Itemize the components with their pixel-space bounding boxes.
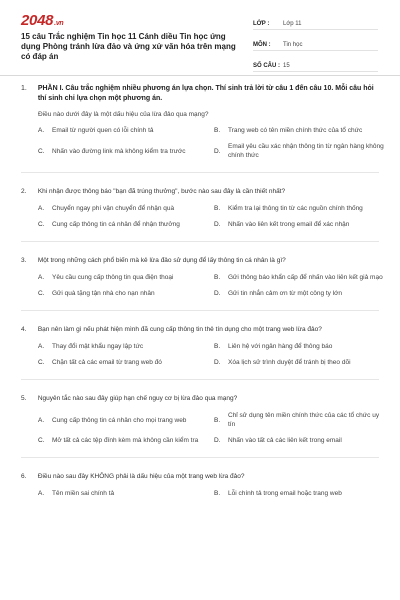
question-header bbox=[21, 325, 379, 334]
option-text: Tên miền sai chính tả bbox=[52, 490, 115, 497]
divider bbox=[21, 172, 379, 173]
option-letter: C. bbox=[38, 290, 45, 297]
answer-option-c[interactable] bbox=[38, 289, 210, 298]
question-number: 2. bbox=[21, 188, 27, 195]
question-6 bbox=[0, 472, 400, 498]
option-letter: C. bbox=[38, 221, 45, 228]
section-heading bbox=[0, 84, 400, 104]
option-text: Email yêu cầu xác nhận thông tin từ ngân hàng không chính thức bbox=[228, 143, 384, 159]
question-header bbox=[21, 187, 379, 196]
answer-option-b[interactable] bbox=[214, 273, 386, 282]
meta-count-label: SỐ CÂU : bbox=[253, 63, 280, 69]
option-letter: B. bbox=[214, 127, 221, 134]
option-letter: B. bbox=[214, 343, 221, 350]
question-5 bbox=[0, 394, 400, 445]
question-text: Nguyên tắc nào sau đây giúp hạn chế nguy cơ bị lừa đảo qua mạng? bbox=[37, 395, 238, 402]
logo-suffix: .vn bbox=[54, 20, 64, 27]
option-text: Nhấn vào liên kết trong email để xác nhận bbox=[228, 221, 350, 228]
option-letter: A. bbox=[38, 127, 45, 134]
option-letter: B. bbox=[214, 416, 221, 424]
option-text: Gửi thông báo khẩn cấp để nhấn vào liên kết giả mạo bbox=[228, 274, 383, 281]
option-text: Email từ người quen có lỗi chính tả bbox=[52, 127, 154, 134]
question-text: Một trong những cách phổ biến mà kẻ lừa đảo sử dụng để lấy thông tin cá nhân là gì? bbox=[37, 257, 286, 264]
answer-options bbox=[38, 204, 379, 229]
option-letter: B. bbox=[214, 205, 221, 212]
answer-option-a[interactable] bbox=[38, 411, 210, 429]
question-number: 1. bbox=[21, 85, 27, 92]
section-instructions: PHẦN I. Câu trắc nghiệm nhiều phương án lựa chọn. Thí sinh trả lời từ câu 1 đến câu 10. Mỗi câu hỏi thí sinh chỉ lựa chọn một phương án. bbox=[37, 85, 374, 102]
option-letter: B. bbox=[214, 274, 221, 281]
meta-class-label: LỚP : bbox=[253, 21, 270, 27]
option-text: Chỉ sử dụng tên miền chính thức của các tổ chức uy tín bbox=[228, 412, 380, 428]
option-text: Cung cấp thông tin cá nhân để nhận thưởng bbox=[52, 221, 180, 228]
option-letter: A. bbox=[38, 490, 45, 497]
option-text: Yêu cầu cung cấp thông tin qua điện thoại bbox=[52, 274, 174, 281]
option-text: Mở tất cả các tệp đính kèm mà không cần kiểm tra bbox=[52, 437, 199, 444]
option-text: Trang web có tên miền chính thức của tổ chức bbox=[228, 127, 363, 134]
option-letter: D. bbox=[214, 437, 221, 444]
question-3 bbox=[0, 256, 400, 298]
option-text: Kiểm tra lại thông tin từ các nguồn chính thống bbox=[228, 205, 363, 212]
option-letter: C. bbox=[38, 147, 45, 155]
divider bbox=[21, 457, 379, 458]
answer-option-a[interactable] bbox=[38, 489, 210, 498]
answer-option-d[interactable] bbox=[214, 220, 386, 229]
option-letter: A. bbox=[38, 274, 45, 281]
divider bbox=[21, 379, 379, 380]
option-letter: D. bbox=[214, 147, 221, 155]
meta-subject-row bbox=[253, 33, 378, 51]
logo-text: 2048 bbox=[21, 12, 54, 29]
question-text: Điều nào sau đây KHÔNG phải là dấu hiệu của một trang web lừa đảo? bbox=[37, 473, 245, 480]
question-list bbox=[0, 84, 400, 498]
option-letter: A. bbox=[38, 416, 45, 424]
answer-option-a[interactable] bbox=[38, 273, 210, 282]
question-text: Điều nào dưới đây là một dấu hiệu của lừa đảo qua mạng? bbox=[38, 111, 209, 118]
answer-option-b[interactable] bbox=[214, 204, 386, 213]
question-1 bbox=[0, 126, 400, 160]
question-header bbox=[21, 394, 379, 403]
option-text: Lỗi chính tả trong email hoặc trang web bbox=[228, 490, 342, 497]
answer-option-a[interactable] bbox=[38, 204, 210, 213]
option-letter: C. bbox=[38, 359, 45, 366]
meta-count-value: 15 bbox=[283, 63, 290, 69]
answer-option-b[interactable] bbox=[214, 126, 386, 135]
answer-options bbox=[38, 342, 379, 367]
divider bbox=[21, 241, 379, 242]
option-text: Liên hệ với ngân hàng để thông báo bbox=[228, 343, 333, 350]
answer-option-d[interactable] bbox=[214, 358, 386, 367]
question-4 bbox=[0, 325, 400, 367]
answer-option-c[interactable] bbox=[38, 358, 210, 367]
meta-subject-label: MÔN : bbox=[253, 42, 271, 48]
answer-options bbox=[38, 489, 379, 498]
meta-class-value: Lớp 11 bbox=[283, 21, 302, 27]
answer-option-c[interactable] bbox=[38, 142, 210, 160]
option-letter: A. bbox=[38, 343, 45, 350]
divider bbox=[21, 310, 379, 311]
answer-option-b[interactable] bbox=[214, 489, 386, 498]
question-text: Khi nhận được thông báo "bạn đã trúng thưởng", bước nào sau đây là cần thiết nhất? bbox=[37, 188, 286, 195]
document-title: 15 câu Trắc nghiệm Tin học 11 Cánh diều Tin học ứng dụng Phòng tránh lừa đảo và ứng xử văn hóa trên mạng có đáp án bbox=[21, 32, 236, 61]
question-number: 4. bbox=[21, 326, 27, 333]
question-text: Bạn nên làm gì nếu phát hiện mình đã cung cấp thông tin thẻ tín dụng cho một trang web lừa đảo? bbox=[37, 326, 322, 333]
option-text: Chuyển ngay phí vận chuyển để nhận quà bbox=[52, 205, 175, 212]
answer-option-d[interactable] bbox=[214, 142, 386, 160]
option-letter: A. bbox=[38, 205, 45, 212]
site-logo[interactable] bbox=[21, 12, 63, 29]
answer-option-b[interactable] bbox=[214, 342, 386, 351]
option-text: Gửi quà tặng tận nhà cho nạn nhân bbox=[52, 290, 155, 297]
answer-option-a[interactable] bbox=[38, 342, 210, 351]
option-letter: D. bbox=[214, 359, 221, 366]
document-meta bbox=[253, 12, 378, 75]
option-text: Cung cấp thông tin cá nhân cho mọi trang web bbox=[52, 416, 187, 424]
question-header bbox=[21, 472, 379, 481]
option-text: Gửi tin nhắn cảm ơn từ một công ty lớn bbox=[228, 290, 343, 297]
option-text: Chặn tất cả các email từ trang web đó bbox=[52, 359, 162, 366]
option-text: Xóa lịch sử trình duyệt để tránh bị theo dõi bbox=[228, 359, 351, 366]
option-letter: C. bbox=[38, 437, 45, 444]
answer-options bbox=[38, 273, 383, 298]
option-letter: D. bbox=[214, 290, 221, 297]
option-text: Nhấn vào đường link mà không kiểm tra trước bbox=[52, 147, 186, 155]
answer-option-c[interactable] bbox=[38, 220, 210, 229]
answer-options bbox=[38, 411, 379, 445]
meta-class-row bbox=[253, 12, 378, 30]
question-number: 5. bbox=[21, 395, 27, 402]
answer-option-a[interactable] bbox=[38, 126, 210, 135]
question-number: 6. bbox=[21, 473, 27, 480]
answer-option-b[interactable] bbox=[214, 411, 386, 429]
option-text: Thay đổi mật khẩu ngay lập tức bbox=[52, 343, 144, 350]
answer-options bbox=[38, 126, 384, 160]
answer-option-d[interactable] bbox=[214, 436, 386, 445]
option-letter: D. bbox=[214, 221, 221, 228]
question-2 bbox=[0, 187, 400, 229]
answer-option-c[interactable] bbox=[38, 436, 210, 445]
question-number: 3. bbox=[21, 257, 27, 264]
meta-subject-value: Tin học bbox=[283, 42, 303, 48]
option-text: Nhấn vào tất cả các liên kết trong email bbox=[228, 437, 342, 444]
document-header bbox=[0, 0, 400, 76]
question-header bbox=[21, 256, 379, 265]
option-letter: B. bbox=[214, 490, 221, 497]
answer-option-d[interactable] bbox=[214, 289, 386, 298]
meta-count-row bbox=[253, 54, 378, 72]
